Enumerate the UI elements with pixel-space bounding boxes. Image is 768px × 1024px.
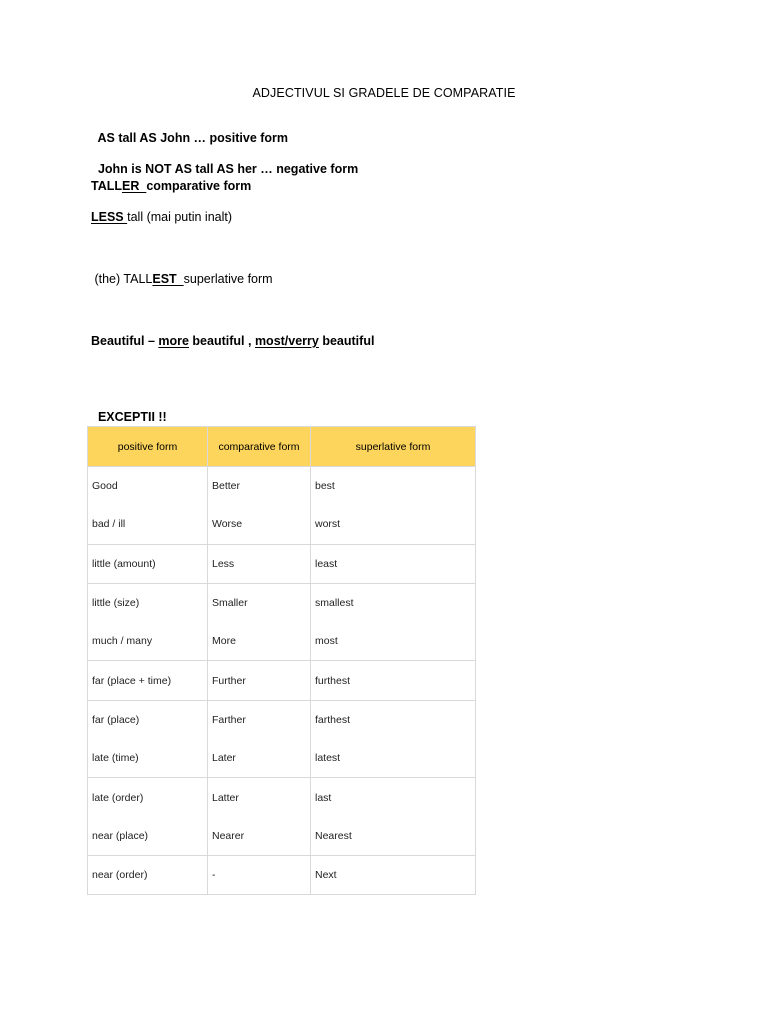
cell-comparative: - — [208, 855, 311, 894]
cell-superlative: last — [311, 778, 476, 817]
line-text: comparative form — [146, 179, 252, 193]
line-text: beautiful — [318, 334, 375, 348]
cell-superlative: best — [311, 467, 476, 506]
table-row — [88, 467, 476, 506]
table-row — [88, 505, 476, 544]
line-underlined-word: most/verry — [254, 334, 319, 348]
table-row — [88, 583, 476, 622]
cell-comparative: Further — [208, 661, 311, 700]
cell-positive: near (order) — [88, 855, 208, 894]
line-underlined-word: LESS — [91, 210, 128, 224]
table-row — [88, 622, 476, 661]
line-comparative-form — [91, 179, 251, 193]
table-row — [88, 739, 476, 778]
header-comparative-form: comparative form — [208, 427, 311, 467]
cell-positive: Good — [88, 467, 208, 506]
cell-superlative: smallest — [311, 583, 476, 622]
cell-positive: much / many — [88, 622, 208, 661]
cell-comparative: Later — [208, 739, 311, 778]
cell-superlative: worst — [311, 505, 476, 544]
table-row — [88, 700, 476, 739]
cell-positive: near (place) — [88, 817, 208, 856]
header-positive-form: positive form — [88, 427, 208, 467]
table-row — [88, 661, 476, 700]
line-beautiful-example — [91, 334, 374, 348]
cell-comparative: Less — [208, 544, 311, 583]
cell-positive: late (time) — [88, 739, 208, 778]
exceptions-heading — [91, 396, 167, 424]
cell-superlative: Nearest — [311, 817, 476, 856]
exceptions-table — [87, 426, 476, 895]
cell-superlative: least — [311, 544, 476, 583]
cell-comparative: More — [208, 622, 311, 661]
cell-comparative: Smaller — [208, 583, 311, 622]
cell-positive: far (place + time) — [88, 661, 208, 700]
line-text-bold: TALL — [91, 179, 123, 193]
table-row — [88, 778, 476, 817]
cell-positive: bad / ill — [88, 505, 208, 544]
line-text: AS tall AS John … positive form — [97, 131, 289, 145]
line-underlined-suffix: ER — [122, 179, 147, 193]
table-row — [88, 817, 476, 856]
cell-comparative: Latter — [208, 778, 311, 817]
cell-comparative: Better — [208, 467, 311, 506]
cell-superlative: furthest — [311, 661, 476, 700]
table-header-row — [88, 427, 476, 467]
cell-positive: little (size) — [88, 583, 208, 622]
line-text: (the) TALL — [91, 272, 153, 286]
cell-positive: late (order) — [88, 778, 208, 817]
line-positive-form — [91, 117, 288, 145]
table-row — [88, 855, 476, 894]
cell-comparative: Worse — [208, 505, 311, 544]
cell-comparative: Farther — [208, 700, 311, 739]
cell-positive: little (amount) — [88, 544, 208, 583]
cell-superlative: Next — [311, 855, 476, 894]
line-text: beautiful , — [188, 334, 255, 348]
line-text: Beautiful – — [91, 334, 159, 348]
page-title: ADJECTIVUL SI GRADELE DE COMPARATIE — [252, 86, 516, 100]
line-text: John is NOT AS tall AS her … negative form — [97, 162, 359, 176]
table-row — [88, 544, 476, 583]
line-text: EXCEPTII !! — [97, 410, 167, 424]
line-underlined-word: more — [158, 334, 189, 348]
line-text: superlative form — [183, 272, 273, 286]
cell-positive: far (place) — [88, 700, 208, 739]
line-text: tall (mai putin inalt) — [127, 210, 233, 224]
header-superlative-form: superlative form — [311, 427, 476, 467]
cell-superlative: farthest — [311, 700, 476, 739]
line-negative-form — [91, 148, 358, 176]
line-less-form — [91, 210, 232, 224]
line-superlative-form — [91, 272, 273, 286]
cell-comparative: Nearer — [208, 817, 311, 856]
line-underlined-suffix: EST — [152, 272, 184, 286]
cell-superlative: most — [311, 622, 476, 661]
cell-superlative: latest — [311, 739, 476, 778]
